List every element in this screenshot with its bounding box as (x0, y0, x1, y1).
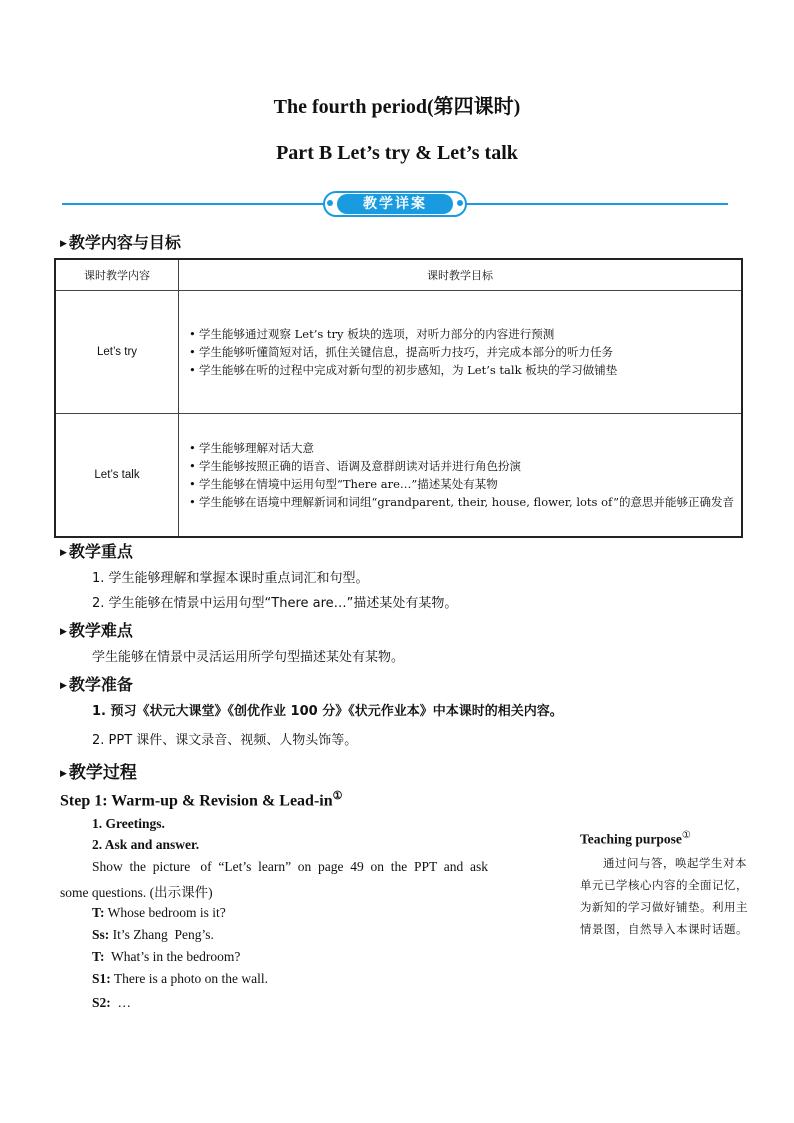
triangle-icon: ▶ (60, 681, 67, 691)
table-cell-goals (179, 414, 743, 538)
dialogue-line: T: What’s in the bedroom? (92, 949, 241, 964)
goal-item: • 学生能够在情境中运用句型“There are…”描述某处有某物 (189, 475, 740, 493)
difficulty-text: 学生能够在情景中灵活运用所学句型描述某处有某物。 (92, 650, 405, 665)
preparation-item: 1. 预习《状元大课堂》《创优作业 100 分》《状元作业本》中本课时的相关内容。 (92, 704, 563, 719)
objectives-table (54, 258, 743, 538)
dialogue-line: T: Whose bedroom is it? (92, 905, 226, 920)
section-heading-key-points: ▶ 教学重点 (60, 542, 133, 561)
section-banner (62, 191, 728, 217)
lesson-subtitle: Part B Let’s try & Let’s talk (276, 142, 518, 164)
goal-item: • 学生能够理解对话大意 (189, 439, 740, 457)
banner-label: 教学详案 (337, 194, 453, 214)
sidebar-text: 通过问与答，唤起学生对本单元已学核心内容的全面记忆，为新知的学习做好铺垫。利用主情景图，自然导入本课时话题。 (580, 855, 748, 936)
table-header-row (55, 259, 742, 291)
sidebar-title: Teaching purpose① (580, 830, 691, 847)
table-row (55, 291, 742, 414)
triangle-icon: ▶ (60, 769, 67, 779)
key-point-item: 2. 学生能够在情景中运用句型“There are…”描述某处有某物。 (92, 596, 458, 611)
table-cell-goals (179, 291, 743, 414)
table-header-cell: 课时教学内容 (55, 259, 179, 291)
step-heading: Step 1: Warm-up & Revision & Lead-in① (60, 790, 343, 810)
triangle-icon: ▶ (60, 548, 67, 558)
goal-item: • 学生能够在语境中理解新词和词组“grandparent, their, house, flower, lots of”的意思并能够正确发音 (189, 493, 740, 511)
teaching-purpose-sidebar (580, 830, 750, 940)
instruction-line: some questions. (出示课件) (60, 885, 213, 900)
section-heading-process: ▶ 教学过程 (60, 763, 137, 783)
instruction-line: Show the picture of “Let’s learn” on page 49 on the PPT and ask (92, 859, 489, 874)
dot-icon (457, 200, 463, 206)
table-row (55, 414, 742, 538)
goal-item: • 学生能够在听的过程中完成对新句型的初步感知，为 Let’s talk 板块的学习做铺垫 (189, 361, 740, 379)
dialogue-line: S1: There is a photo on the wall. (92, 971, 268, 986)
section-heading-content-goals: ▶ 教学内容与目标 (60, 233, 181, 252)
goal-item: • 学生能够通过观察 Let’s try 板块的选项，对听力部分的内容进行预测 (189, 325, 740, 343)
dot-icon (327, 200, 333, 206)
ask-answer-item: 2. Ask and answer. (92, 837, 200, 852)
preparation-item: 2. PPT 课件、课文录音、视频、人物头饰等。 (92, 733, 358, 748)
key-point-item: 1. 学生能够理解和掌握本课时重点词汇和句型。 (92, 571, 369, 586)
banner-pill (323, 191, 467, 217)
triangle-icon: ▶ (60, 627, 67, 637)
footnote-mark: ① (332, 790, 343, 802)
table-header-cell: 课时教学目标 (179, 259, 743, 291)
goal-item: • 学生能够听懂简短对话，抓住关键信息，提高听力技巧，并完成本部分的听力任务 (189, 343, 740, 361)
table-cell-content: Let’s try (55, 291, 179, 414)
dialogue-line: Ss: It’s Zhang Peng’s. (92, 927, 214, 942)
section-heading-difficulties: ▶ 教学难点 (60, 621, 133, 640)
triangle-icon: ▶ (60, 239, 67, 249)
table-cell-content: Let’s talk (55, 414, 179, 538)
greetings-item: 1. Greetings. (92, 816, 165, 831)
goal-item: • 学生能够按照正确的语音、语调及意群朗读对话并进行角色扮演 (189, 457, 740, 475)
footnote-mark: ① (681, 830, 691, 841)
section-heading-preparation: ▶ 教学准备 (60, 675, 133, 694)
dialogue-line: S2: … (92, 995, 132, 1010)
lesson-title: The fourth period(第四课时) (273, 96, 521, 118)
